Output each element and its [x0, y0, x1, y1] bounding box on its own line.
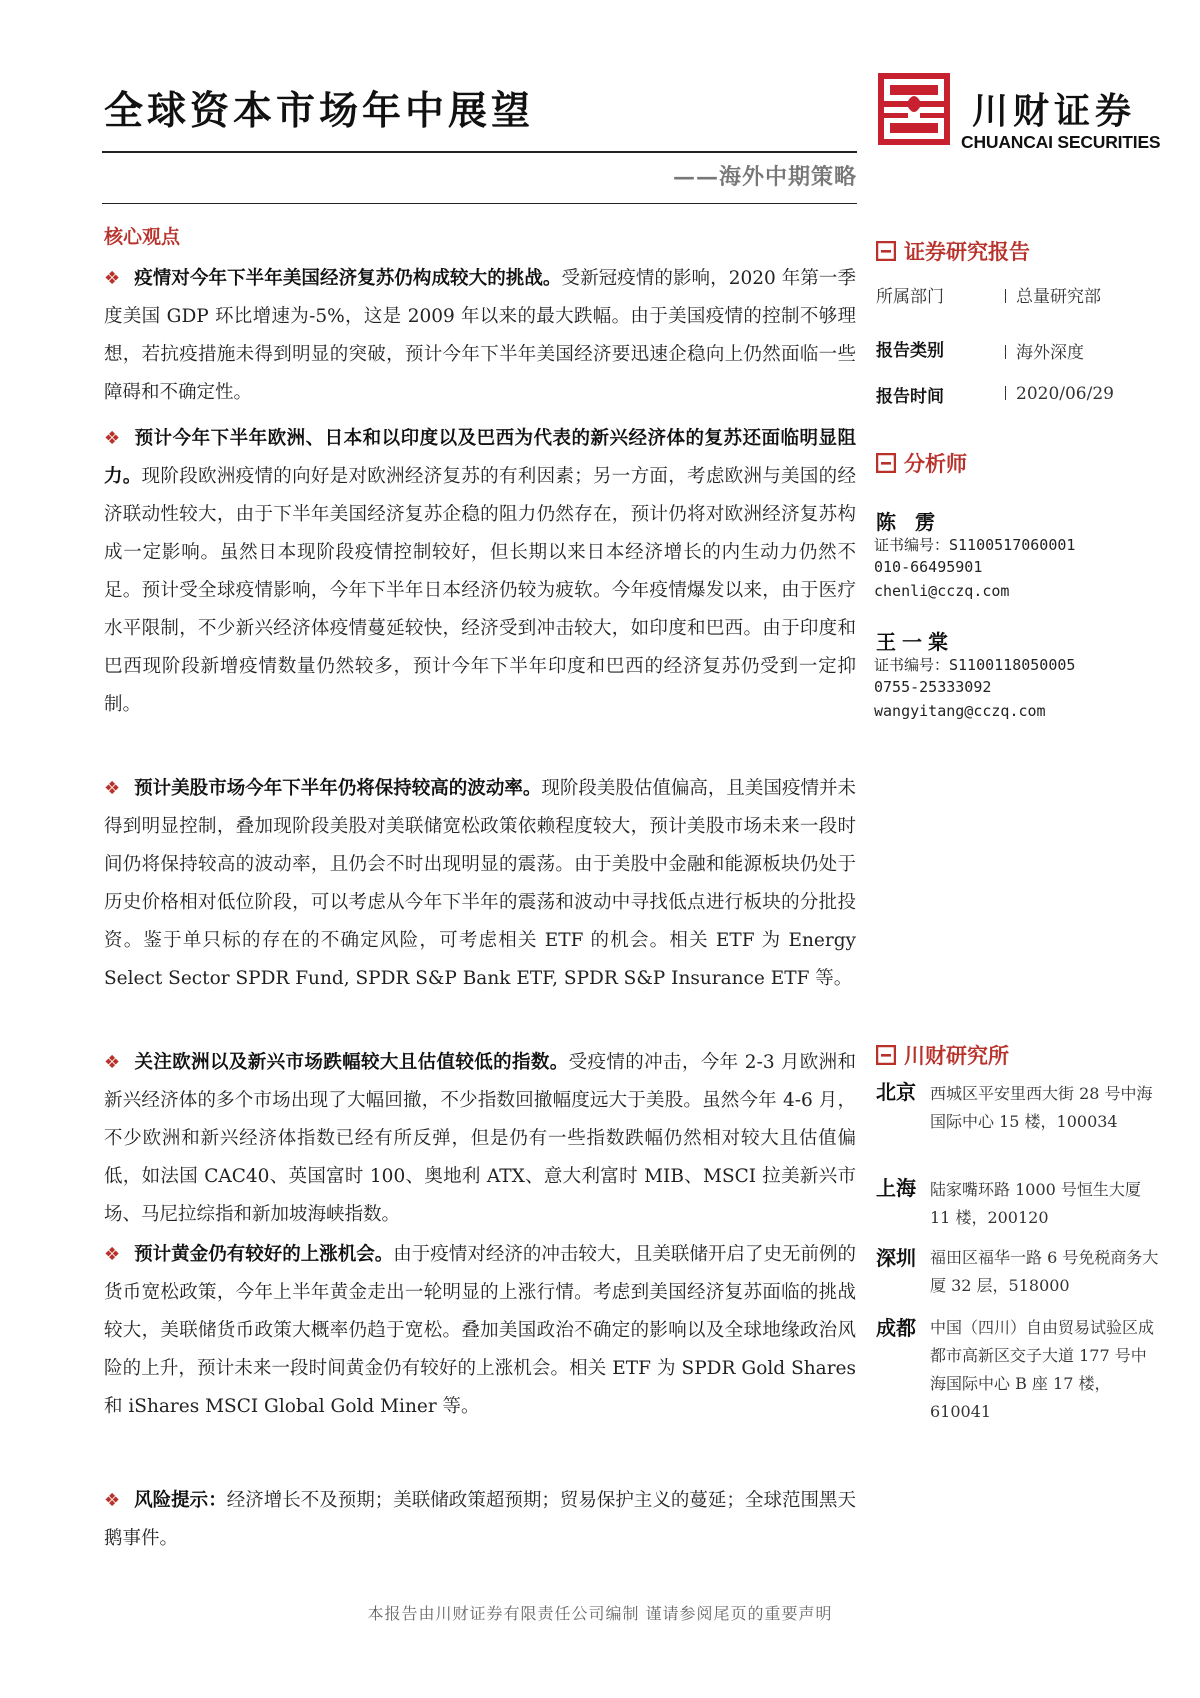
key-point [104, 1236, 856, 1426]
diamond-bullet-icon: ❖ [104, 778, 121, 799]
analyst-email[interactable]: chenli@cczq.com [874, 582, 1010, 600]
diamond-bullet-icon: ❖ [104, 268, 121, 289]
office-city: 北京 [876, 1080, 916, 1104]
key-point [104, 770, 856, 998]
core-views-heading: 核心观点 [104, 226, 181, 248]
report-info-heading: 证券研究报告 [876, 236, 1030, 266]
key-point [104, 1044, 856, 1234]
logo-name-cn: 川财证券 [972, 91, 1137, 132]
office-city: 深圳 [876, 1246, 916, 1270]
analyst-phone: 010-66495901 [874, 558, 983, 576]
office-city: 成都 [876, 1316, 916, 1340]
analyst-name: 王一棠 [876, 630, 954, 654]
key-point-body: 现阶段欧洲疫情的向好是对欧洲经济复苏的有利因素；另一方面，考虑欧洲与美国的经济联动性较大，由于下半年美国经济复苏企稳的阻力仍然存在，预计仍将对欧洲经济复苏构成一定影响。虽然日本现阶段疫情控制较好，但长期以来日本经济增长的内生动力仍然不足。预计受全球疫情影响，今年下半年日本经济仍较为疲软。今年疫情爆发以来，由于医疗水平限制，不少新兴经济体疫情蔓延较快，经济受到冲击较大，如印度和巴西。由于印度和巴西现阶段新增疫情数量仍然较多，预计今年下半年印度和巴西的经济复苏仍受到一定抑制。 [104, 466, 856, 715]
diamond-bullet-icon: ❖ [104, 428, 121, 449]
office-address: 西城区平安里西大街 28 号中海国际中心 15 楼，100034 [930, 1084, 1153, 1131]
analyst-heading: 分析师 [876, 448, 967, 478]
analyst-cert: 证书编号：S1100118050005 [874, 656, 1076, 674]
page-footer: 本报告由川财证券有限责任公司编制 谨请参阅尾页的重要声明 [367, 1604, 833, 1623]
key-point-lead: 预计黄金仍有较好的上涨机会。 [134, 1244, 394, 1265]
info-label-date: 报告时间 [876, 387, 944, 407]
key-point-lead: 疫情对今年下半年美国经济复苏仍构成较大的挑战。 [134, 268, 562, 289]
office-address: 中国（四川）自由贸易试验区成都市高新区交子大道 177 号中海国际中心 B 座 17 楼，610041 [930, 1318, 1155, 1421]
logo-name-en: CHUANCAI SECURITIES [961, 132, 1161, 152]
page-title: 全球资本市场年中展望 [104, 89, 535, 134]
risk-warning-body: 经济增长不及预期；美联储政策超预期；贸易保护主义的蔓延；全球范围黑天鹅事件。 [104, 1490, 856, 1549]
office-address: 福田区福华一路 6 号免税商务大厦 32 层，518000 [930, 1248, 1159, 1295]
office-city: 上海 [876, 1176, 916, 1200]
risk-warning-lead: 风险提示： [134, 1490, 227, 1511]
header-divider [102, 151, 857, 153]
info-value-category: 海外深度 [1005, 338, 1084, 363]
info-label-category: 报告类别 [876, 341, 944, 361]
analyst-email[interactable]: wangyitang@cczq.com [874, 702, 1046, 720]
analyst-phone: 0755-25333092 [874, 678, 992, 696]
institute-heading: 川财研究所 [876, 1040, 1009, 1070]
key-point-body: 受疫情的冲击，今年 2-3 月欧洲和新兴经济体的多个市场出现了大幅回撤，不少指数回撤幅度远大于美股。虽然今年 4-6 月，不少欧洲和新兴经济体指数已经有所反弹，但是仍有一些指数跌幅仍然相对较大且估值偏低，如法国 CAC40、英国富时 100、奥地利 ATX、意大利富时 MIB、MSCI 拉美新兴市场、马尼拉综指和新加坡海峡指数。 [104, 1052, 856, 1225]
key-point-lead: 关注欧洲以及新兴市场跌幅较大且估值较低的指数。 [134, 1052, 569, 1073]
diamond-bullet-icon: ❖ [104, 1244, 121, 1265]
key-point-body: 由于疫情对经济的冲击较大，且美联储开启了史无前例的货币宽松政策，今年上半年黄金走出一轮明显的上涨行情。考虑到美国经济复苏面临的挑战较大，美联储货币政策大概率仍趋于宽松。叠加美国政治不确定的影响以及全球地缘政治风险的上升，预计未来一段时间黄金仍有较好的上涨机会。相关 ETF 为 SPDR Gold Shares 和 iShares MSCI Global Gold Miner 等。 [104, 1244, 856, 1417]
info-value-date: 2020/06/29 [1005, 384, 1114, 404]
analyst-name: 陈 雳 [876, 510, 941, 534]
info-label-department: 所属部门 [876, 287, 944, 307]
page-subtitle: ——海外中期策略 [672, 164, 857, 190]
header-divider-lower [102, 203, 857, 204]
office-address: 陆家嘴环路 1000 号恒生大厦 11 楼，200120 [930, 1180, 1141, 1227]
key-point-body: 现阶段美股估值偏高，且美国疫情并未得到明显控制，叠加现阶段美股对美联储宽松政策依赖程度较大，预计美股市场未来一段时间仍将保持较高的波动率，且仍会不时出现明显的震荡。由于美股中金融和能源板块仍处于历史价格相对低位阶段，可以考虑从今年下半年的震荡和波动中寻找低点进行板块的分批投资。鉴于单只标的存在的不确定风险，可考虑相关 ETF 的机会。相关 ETF 为 Energy Select Sector SPDR Fund, SPDR S&P Bank ETF, SPDR S&P Insurance ETF 等。 [104, 778, 856, 989]
key-point [104, 420, 856, 724]
key-point-body: 受新冠疫情的影响，2020 年第一季度美国 GDP 环比增速为-5%，这是 2009 年以来的最大跌幅。由于美国疫情的控制不够理想，若抗疫措施未得到明显的突破，预计今年下半年美国经济要迅速企稳向上仍然面临一些障碍和不确定性。 [104, 268, 856, 403]
analyst-cert: 证书编号：S1100517060001 [874, 536, 1076, 554]
logo-mark-icon [878, 73, 950, 145]
key-point-lead: 预计今年下半年欧洲、日本和以印度以及巴西为代表的新兴经济体的复苏还面临明显阻力。 [104, 428, 856, 487]
company-logo [878, 73, 1178, 153]
risk-warning [104, 1482, 856, 1558]
brand-mark-icon [876, 1045, 896, 1065]
diamond-bullet-icon: ❖ [104, 1490, 121, 1511]
brand-mark-icon [876, 241, 896, 261]
brand-mark-icon [876, 453, 896, 473]
key-point [104, 260, 856, 412]
diamond-bullet-icon: ❖ [104, 1052, 121, 1073]
info-value-department: 总量研究部 [1005, 282, 1101, 307]
key-point-lead: 预计美股市场今年下半年仍将保持较高的波动率。 [134, 778, 542, 799]
